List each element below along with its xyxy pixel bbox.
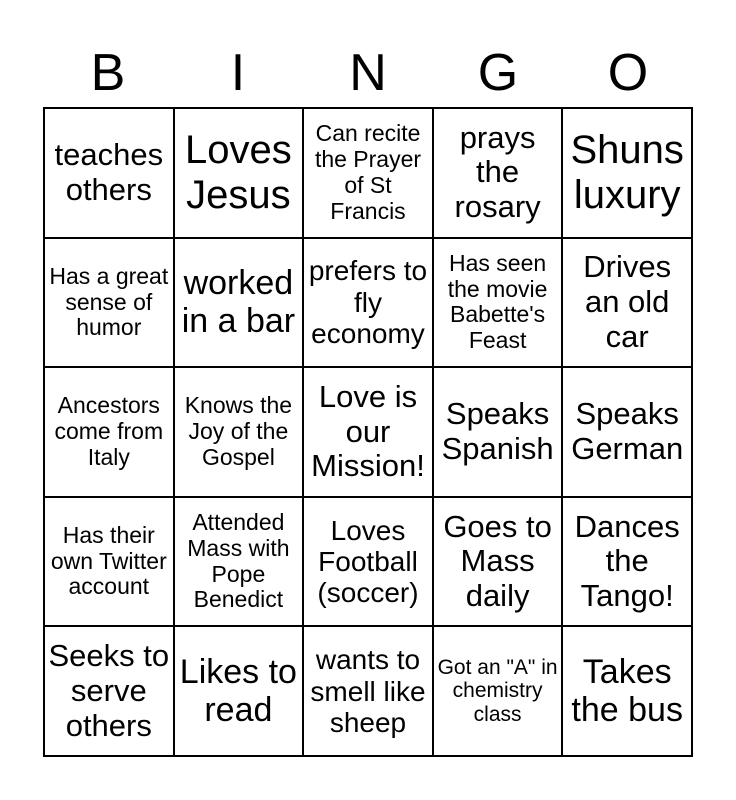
bingo-cell[interactable] (303, 497, 433, 627)
bingo-cell[interactable] (433, 497, 563, 627)
header-letter-n: N (349, 44, 387, 102)
cell-text: wants to smell like sheep (310, 644, 426, 738)
cell-text: Takes the bus (571, 653, 683, 730)
bingo-cell[interactable] (44, 497, 174, 627)
bingo-cell[interactable] (174, 626, 304, 756)
header-letter-o: O (607, 44, 649, 102)
bingo-cell[interactable] (303, 367, 433, 497)
cell-text: Can recite the Prayer of St Francis (314, 120, 422, 224)
bingo-cell[interactable] (562, 108, 692, 238)
cell-text: Has seen the movie Babette's Feast (447, 249, 548, 354)
cell-text: Speaks Spanish (441, 396, 554, 466)
cell-text: Speaks German (571, 396, 684, 466)
bingo-cell[interactable] (562, 367, 692, 497)
cell-text: Ancestors come from Italy (54, 392, 164, 470)
bingo-cell[interactable] (433, 108, 563, 238)
bingo-cell[interactable] (562, 497, 692, 627)
bingo-cell[interactable] (303, 108, 433, 238)
bingo-cell[interactable] (433, 238, 563, 368)
header-letter-i: I (230, 44, 246, 102)
cell-text: prays the rosary (454, 119, 541, 225)
cell-text: prefers to fly economy (308, 255, 428, 350)
bingo-header (43, 42, 693, 104)
bingo-cell[interactable] (303, 238, 433, 368)
cell-text: worked in a bar (181, 264, 296, 341)
cell-text: Knows the Joy of the Gospel (184, 392, 293, 470)
cell-text: Loves Jesus (185, 128, 292, 217)
cell-text: Loves Football (soccer) (317, 514, 419, 609)
bingo-cell[interactable] (433, 626, 563, 756)
bingo-cell[interactable] (303, 626, 433, 756)
cell-text: Likes to read (179, 653, 297, 730)
bingo-cell[interactable] (44, 626, 174, 756)
bingo-cell[interactable] (174, 367, 304, 497)
bingo-board (43, 107, 693, 757)
bingo-cell[interactable] (44, 367, 174, 497)
cell-text: Has a great sense of humor (49, 262, 169, 341)
bingo-cell[interactable] (562, 238, 692, 368)
cell-text: teaches others (54, 137, 164, 207)
cell-text: Attended Mass with Pope Benedict (187, 509, 290, 613)
cell-text: Seeks to serve others (48, 638, 170, 743)
cell-text: Dances the Tango! (574, 508, 680, 613)
cell-text: Has their own Twitter account (50, 521, 167, 600)
bingo-cell[interactable] (433, 367, 563, 497)
bingo-cell[interactable] (562, 626, 692, 756)
cell-text: Shuns luxury (570, 128, 684, 217)
cell-text: Love is our Mission! (311, 378, 425, 484)
cell-text: Goes to Mass daily (443, 508, 552, 613)
bingo-cell[interactable] (174, 497, 304, 627)
bingo-cell[interactable] (174, 238, 304, 368)
cell-text: Got an "A" in chemistry class (437, 655, 558, 726)
bingo-cell[interactable] (44, 238, 174, 368)
bingo-cell[interactable] (44, 108, 174, 238)
header-letter-g: G (477, 44, 519, 102)
cell-text: Drives an old car (583, 249, 672, 354)
header-letter-b: B (90, 44, 126, 102)
bingo-cell[interactable] (174, 108, 304, 238)
